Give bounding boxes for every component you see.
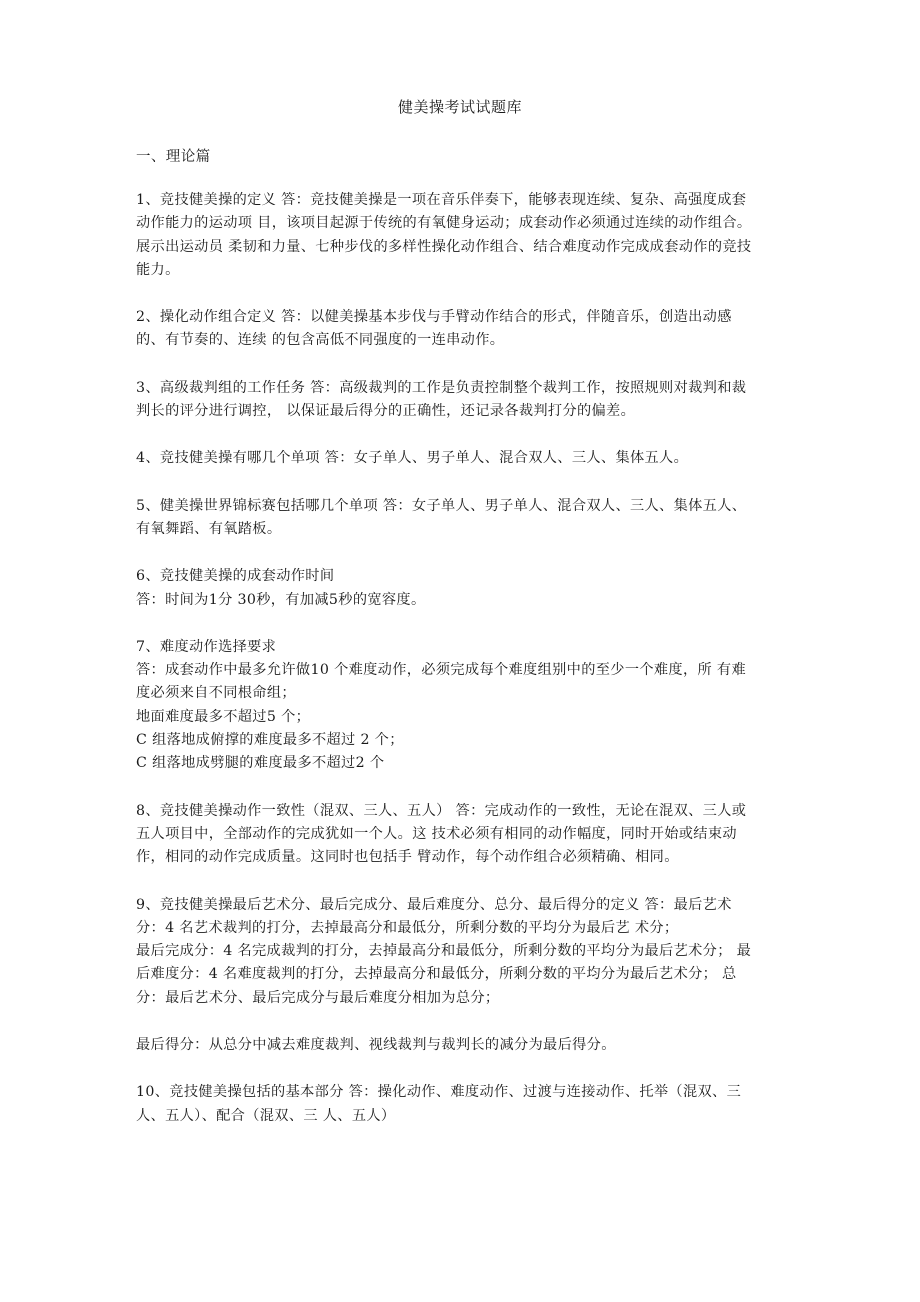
section-heading: 一、理论篇	[136, 149, 211, 165]
question-1	[136, 189, 792, 282]
document-title: 健美操考试试题库	[397, 98, 522, 116]
question-8	[136, 800, 792, 870]
question-7	[136, 636, 792, 776]
paragraph-line: 有氧舞蹈、有氧踏板。	[136, 520, 282, 537]
paragraph-line: 作，相同的动作完成质量。这同时也包括手 臂动作，每个动作组合必须精确、相同。	[136, 849, 679, 866]
document-content	[136, 189, 792, 1152]
question-6	[136, 565, 792, 612]
question-2	[136, 306, 792, 353]
paragraph-line: 能力。	[136, 261, 180, 278]
paragraph-line: 8、竞技健美操动作一致性（混双、三人、五人） 答：完成动作的一致性，无论在混双、三人或	[136, 802, 747, 819]
paragraph-line: 判长的评分进行调控， 以保证最后得分的正确性，还记录各裁判打分的偏差。	[136, 403, 636, 420]
paragraph-line: 10、竞技健美操包括的基本部分 答：操化动作、难度动作、过渡与连接动作、托举（混双、三	[136, 1084, 742, 1101]
paragraph-line: 4、竞技健美操有哪几个单项 答：女子单人、男子单人、混合双人、三人、集体五人。	[136, 450, 689, 467]
paragraph-line: 最后得分：从总分中减去难度裁判、视线裁判与裁判长的减分为最后得分。	[136, 1037, 616, 1054]
question-4	[136, 447, 792, 470]
question-9-final-score	[136, 1034, 792, 1057]
paragraph-line: 人、五人）、配合（混双、三 人、五人）	[136, 1107, 396, 1124]
paragraph-line: 地面难度最多不超过5 个；	[136, 708, 311, 725]
paragraph-line: 后难度分：4 名难度裁判的打分，去掉最高分和最低分，所剩分数的平均分为最后艺术分； 总	[136, 966, 737, 983]
paragraph-line: 的、有节奏的、连续 的包含高低不同强度的一连串动作。	[136, 332, 505, 349]
paragraph-line: 最后完成分：4 名完成裁判的打分，去掉最高分和最低分，所剩分数的平均分为最后艺术分； 最	[136, 943, 752, 960]
paragraph-line: 动作能力的运动项 目，该项目起源于传统的有氧健身运动；成套动作必须通过连续的动作组合。	[136, 215, 752, 232]
paragraph-line: 展示出运动员 柔韧和力量、七种步伐的多样性操化动作组合、结合难度动作完成成套动作的竞技	[136, 238, 752, 255]
question-10	[136, 1081, 792, 1128]
paragraph-line: 1、竞技健美操的定义 答：竞技健美操是一项在音乐伴奏下，能够表现连续、复杂、高强度成套	[136, 192, 747, 208]
paragraph-line: 6、竞技健美操的成套动作时间	[136, 568, 335, 585]
question-5	[136, 495, 792, 542]
paragraph-line: 答：成套动作中最多允许做10 个难度动作，必须完成每个难度组别中的至少一个难度，所 有难	[136, 662, 746, 679]
question-3	[136, 377, 792, 424]
paragraph-line: 分：4 名艺术裁判的打分，去掉最高分和最低分，所剩分数的平均分为最后艺 术分；	[136, 919, 679, 936]
question-9	[136, 894, 792, 1010]
paragraph-line: C 组落地成俯撑的难度最多不超过 2 个；	[136, 732, 404, 749]
paragraph-line: C 组落地成劈腿的难度最多不超过2 个	[136, 755, 385, 772]
paragraph-line: 度必须来自不同根命组；	[136, 685, 296, 702]
paragraph-line: 2、操化动作组合定义 答：以健美操基本步伐与手臂动作结合的形式，伴随音乐，创造出动感	[136, 309, 732, 326]
paragraph-line: 答：时间为1分 30秒，有加减5秒的宽容度。	[136, 591, 426, 608]
paragraph-line: 7、难度动作选择要求	[136, 638, 277, 655]
paragraph-line: 9、竞技健美操最后艺术分、最后完成分、最后难度分、总分、最后得分的定义 答：最后艺术	[136, 896, 732, 913]
paragraph-line: 5、健美操世界锦标赛包括哪几个单项 答：女子单人、男子单人、混合双人、三人、集体五人、	[136, 497, 747, 514]
paragraph-line: 分：最后艺术分、最后完成分与最后难度分相加为总分；	[136, 989, 500, 1006]
paragraph-line: 五人项目中，全部动作的完成犹如一个人。这 技术必须有相同的动作幅度，同时开始或结束动	[136, 825, 737, 842]
paragraph-line: 3、高级裁判组的工作任务 答：高级裁判的工作是负责控制整个裁判工作，按照规则对裁判和裁	[136, 379, 747, 396]
